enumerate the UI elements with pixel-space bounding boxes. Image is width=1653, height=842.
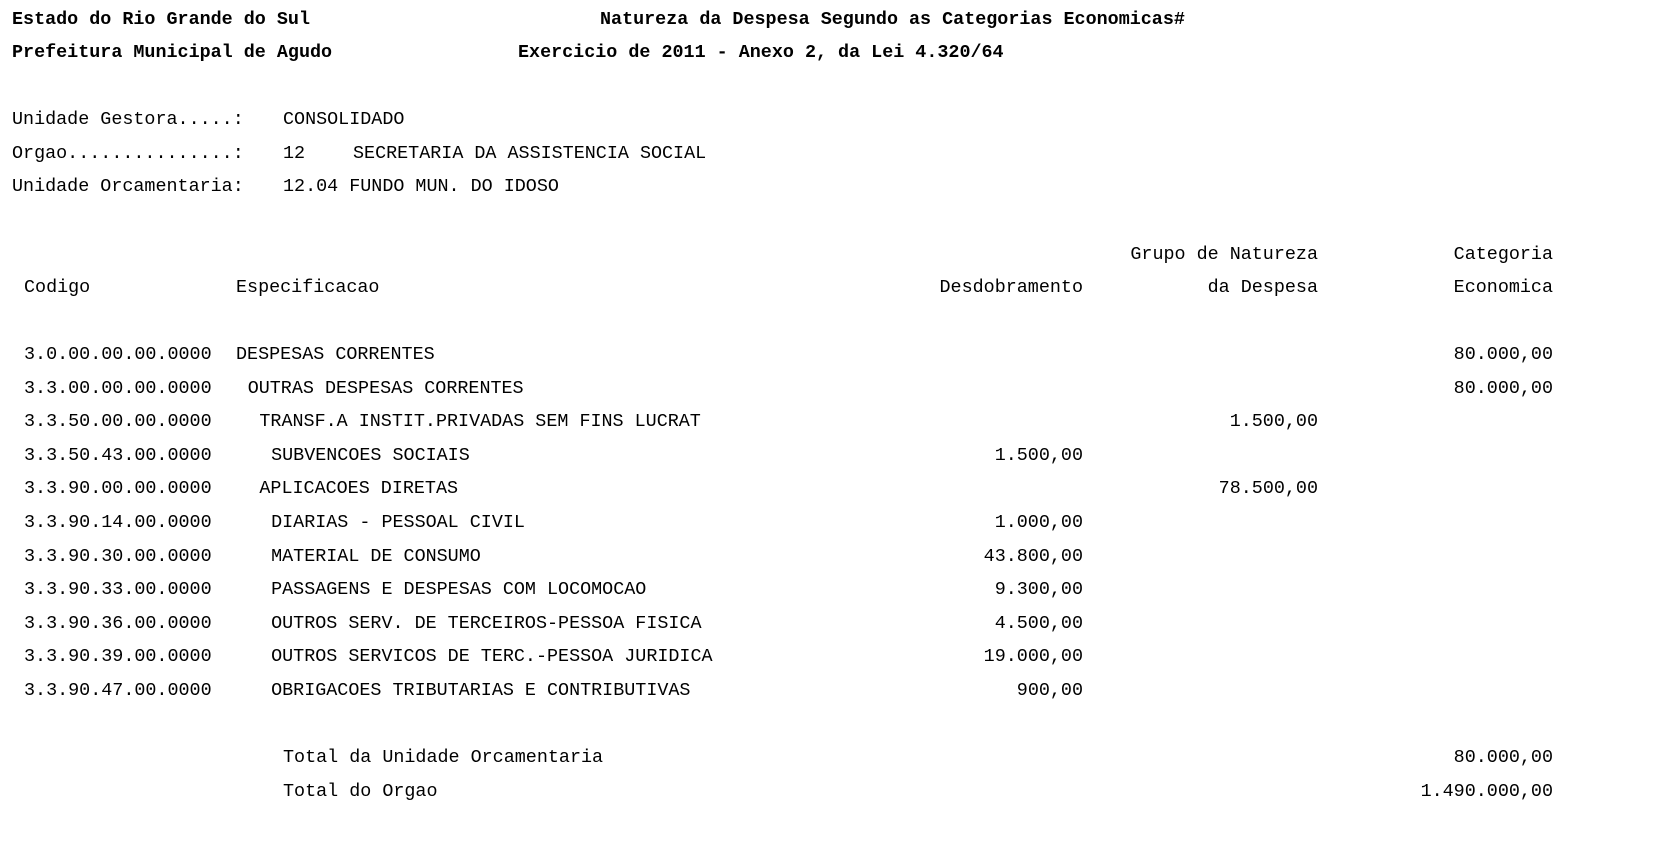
row-specification: OUTRAS DESPESAS CORRENTES	[247, 377, 524, 399]
table-row	[0, 377, 1653, 404]
total-unidade-label: Total da Unidade Orcamentaria	[283, 747, 604, 768]
orgao-name: SECRETARIA DA ASSISTENCIA SOCIAL	[353, 143, 707, 164]
row-desdobramento: 9.300,00	[994, 579, 1083, 601]
table-row	[0, 612, 1653, 639]
row-specification: MATERIAL DE CONSUMO	[271, 545, 481, 567]
row-grupo-natureza: 1.500,00	[1229, 411, 1318, 433]
table-row	[0, 581, 1653, 605]
table-row	[0, 480, 1653, 504]
unidade-orcamentaria-value: 12.04 FUNDO MUN. DO IDOSO	[283, 176, 559, 197]
report-title: Natureza da Despesa Segundo as Categorias Economicas#	[600, 9, 1185, 30]
total-orgao-value: 1.490.000,00	[1420, 781, 1553, 802]
row-code: 3.3.90.33.00.0000	[24, 579, 212, 601]
column-header-categoria-line2: Economica	[1453, 277, 1553, 298]
row-desdobramento: 4.500,00	[994, 612, 1083, 634]
row-code: 3.3.90.47.00.0000	[24, 680, 212, 701]
row-code: 3.3.90.14.00.0000	[24, 512, 212, 533]
row-desdobramento: 900,00	[1016, 680, 1083, 701]
column-header-grupo-line2: da Despesa	[1207, 277, 1318, 298]
row-code: 3.3.90.39.00.0000	[24, 646, 212, 668]
row-desdobramento: 19.000,00	[983, 646, 1083, 668]
row-code: 3.0.00.00.00.0000	[24, 344, 212, 365]
unidade-gestora-value: CONSOLIDADO	[283, 109, 405, 130]
municipality-name: Prefeitura Municipal de Agudo	[12, 42, 333, 63]
row-code: 3.3.90.30.00.0000	[24, 545, 212, 567]
total-unidade-value: 80.000,00	[1453, 747, 1553, 768]
row-specification: SUBVENCOES SOCIAIS	[271, 444, 470, 466]
report-subtitle: Exercicio de 2011 - Anexo 2, da Lei 4.320/64	[518, 42, 1004, 63]
row-code: 3.3.90.00.00.0000	[24, 478, 212, 500]
column-header-grupo-line1: Grupo de Natureza	[1130, 244, 1318, 265]
row-specification: DIARIAS - PESSOAL CIVIL	[271, 512, 525, 533]
table-row	[0, 682, 1653, 706]
row-specification: TRANSF.A INSTIT.PRIVADAS SEM FINS LUCRAT	[259, 411, 701, 433]
row-specification: APLICACOES DIRETAS	[259, 478, 459, 500]
row-specification: OBRIGACOES TRIBUTARIAS E CONTRIBUTIVAS	[271, 680, 691, 701]
column-header-especificacao: Especificacao	[236, 277, 380, 298]
table-row	[0, 444, 1653, 471]
row-specification: OUTROS SERVICOS DE TERC.-PESSOA JURIDICA	[271, 646, 713, 668]
row-code: 3.3.50.00.00.0000	[24, 411, 212, 433]
row-grupo-natureza: 78.500,00	[1218, 478, 1318, 500]
state-name: Estado do Rio Grande do Sul	[12, 9, 310, 30]
table-row	[0, 648, 1653, 672]
row-specification: DESPESAS CORRENTES	[236, 344, 435, 365]
row-specification: PASSAGENS E DESPESAS COM LOCOMOCAO	[271, 579, 647, 601]
row-desdobramento: 1.000,00	[994, 512, 1083, 533]
table-row	[0, 514, 1653, 538]
orgao-label: Orgao...............:	[12, 143, 244, 164]
row-categoria-economica: 80.000,00	[1453, 377, 1553, 399]
row-desdobramento: 1.500,00	[994, 444, 1083, 466]
table-row	[0, 413, 1653, 437]
column-header-categoria-line1: Categoria	[1453, 244, 1553, 265]
row-desdobramento: 43.800,00	[983, 545, 1083, 567]
row-code: 3.3.50.43.00.0000	[24, 444, 212, 466]
row-code: 3.3.90.36.00.0000	[24, 612, 212, 634]
row-code: 3.3.00.00.00.0000	[24, 377, 212, 399]
orgao-code: 12	[283, 143, 306, 164]
column-header-desdobramento: Desdobramento	[939, 277, 1083, 298]
unidade-orcamentaria-label: Unidade Orcamentaria:	[12, 176, 244, 197]
column-header-codigo: Codigo	[24, 277, 91, 298]
table-row	[0, 545, 1653, 572]
row-categoria-economica: 80.000,00	[1453, 344, 1553, 365]
table-row	[0, 346, 1653, 370]
total-orgao-label: Total do Orgao	[283, 781, 438, 802]
row-specification: OUTROS SERV. DE TERCEIROS-PESSOA FISICA	[271, 612, 702, 634]
unidade-gestora-label: Unidade Gestora.....:	[12, 109, 244, 130]
